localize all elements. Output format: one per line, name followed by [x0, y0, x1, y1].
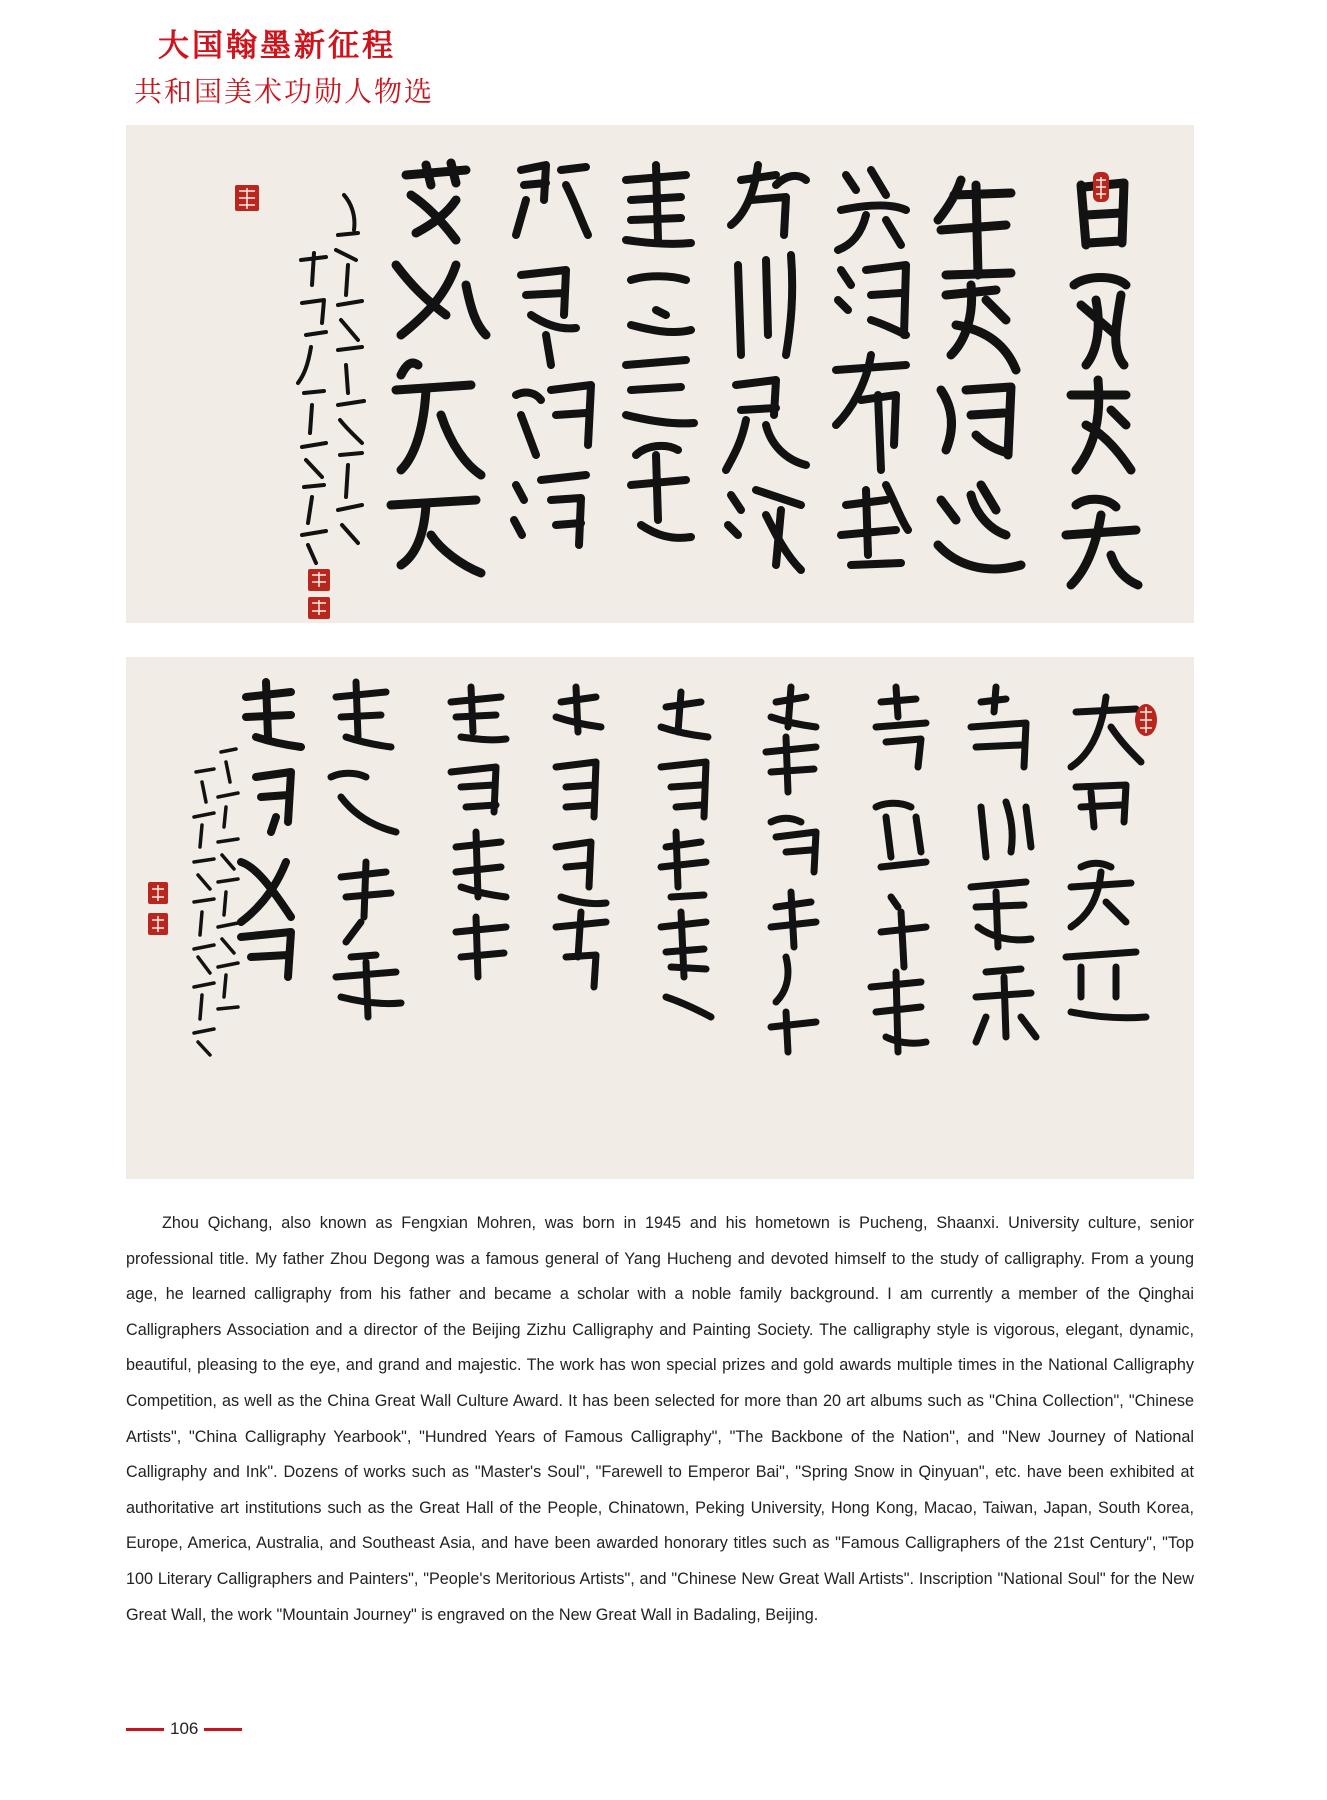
book-title: 大国翰墨新征程 [158, 28, 396, 64]
footer-rule-right [204, 1728, 242, 1731]
footer-rule-left [126, 1728, 164, 1731]
calligraphy-artwork-1 [126, 125, 1194, 623]
page-footer [126, 1716, 242, 1742]
page-number: 106 [170, 1719, 199, 1738]
calligraphy-image-2 [126, 657, 1194, 1179]
book-subtitle: 共和国美术功勋人物选 [134, 75, 435, 108]
artist-biography: Zhou Qichang, also known as Fengxian Mohren, was born in 1945 and his hometown is Pucheng, Shaanxi. University culture, senior professional title. My father Zhou Degong was a famous general of Yang Hucheng and devoted himself to the study of calligraphy. From a young age, he learned calligraphy from his father and became a scholar with a noble family background. I am currently a member of the Qinghai Calligraphers Association and a director of the Beijing Zizhu Calligraphy and Painting Society. The calligraphy style is vigorous, elegant, dynamic, beautiful, pleasing to the eye, and grand and majestic. The work has won special prizes and gold awards multiple times in the National Calligraphy Competition, as well as the China Great Wall Culture Award. It has been selected for more than 20 art albums such as "China Collection", "Chinese Artists", "China Calligraphy Yearbook", "Hundred Years of Famous Calligraphy", "The Backbone of the Nation", and "New Journey of National Calligraphy and Ink". Dozens of works such as "Master's Soul", "Farewell to Emperor Bai", "Spring Snow in Qinyuan", etc. have been exhibited at authoritative art institutions such as the Great Hall of the People, Chinatown, Peking University, Hong Kong, Macao, Taiwan, Japan, South Korea, Europe, America, Australia, and Southeast Asia, and have been awarded honorary titles such as "Famous Calligraphers of the 21st Century", "Top 100 Literary Calligraphers and Painters", "People's Meritorious Artists", and "Chinese New Great Wall Artists". Inscription "National Soul" for the New Great Wall, the work "Mountain Journey" is engraved on the New Great Wall in Badaling, Beijing. [126, 1214, 1194, 1624]
calligraphy-image-1 [126, 125, 1194, 623]
calligraphy-artwork-2 [126, 657, 1194, 1179]
